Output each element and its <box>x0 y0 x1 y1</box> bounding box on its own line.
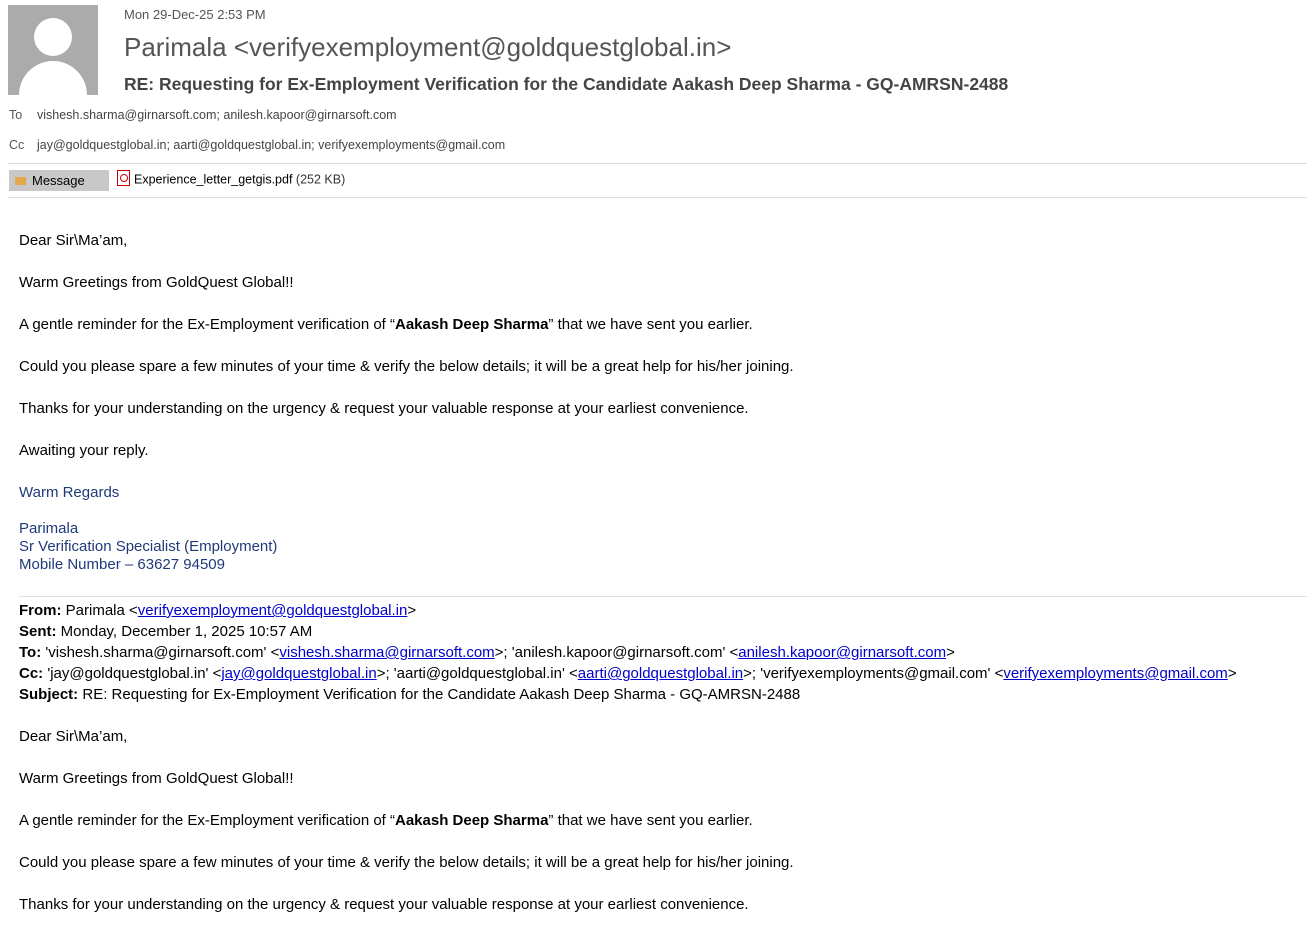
attachment-item[interactable] <box>117 172 345 188</box>
sender-avatar-icon <box>8 5 98 95</box>
body-line-1: Warm Greetings from GoldQuest Global!! <box>19 274 294 291</box>
quoted-to <box>19 644 955 661</box>
avatar-body <box>19 61 87 95</box>
quoted-cc-link-1[interactable]: jay@goldquestglobal.in <box>221 665 377 682</box>
quoted-to-link-1[interactable]: vishesh.sharma@girnarsoft.com <box>279 644 495 661</box>
quoted-cc-label: Cc: <box>19 665 44 682</box>
quoted-line-2-pre: A gentle reminder for the Ex-Employment verification of “ <box>19 812 395 829</box>
body-line-5: Awaiting your reply. <box>19 442 149 459</box>
attachment-name: Experience_letter_getgis.pdf <box>134 172 293 187</box>
quoted-to-part-1: 'vishesh.sharma@girnarsoft.com' < <box>45 644 280 661</box>
signature-title: Sr Verification Specialist (Employment) <box>19 538 278 555</box>
quoted-from-close: > <box>407 602 417 619</box>
quoted-from <box>19 602 416 619</box>
quoted-cc-part-3: >; 'verifyexemployments@gmail.com' < <box>743 665 1004 682</box>
quoted-to-link-2[interactable]: anilesh.kapoor@girnarsoft.com <box>738 644 947 661</box>
quoted-divider <box>19 596 1307 597</box>
quoted-line-2-post: ” that we have sent you earlier. <box>548 812 753 829</box>
to-recipients[interactable]: vishesh.sharma@girnarsoft.com; anilesh.kapoor@girnarsoft.com <box>37 108 397 122</box>
message-tab-label: Message <box>32 173 85 188</box>
quoted-subject-label: Subject: <box>19 686 79 703</box>
quoted-to-part-2: >; 'anilesh.kapoor@girnarsoft.com' < <box>494 644 739 661</box>
to-row <box>9 108 397 122</box>
quoted-subject-value: RE: Requesting for Ex-Employment Verification for the Candidate Aakash Deep Sharma - GQ-AMRSN-2488 <box>82 686 801 703</box>
signature-mobile: Mobile Number – 63627 94509 <box>19 556 225 573</box>
quoted-sent-label: Sent: <box>19 623 57 640</box>
avatar-head <box>34 18 72 56</box>
attachment-size: (252 KB) <box>295 172 346 187</box>
header-divider <box>8 163 1307 164</box>
quoted-line-1: Warm Greetings from GoldQuest Global!! <box>19 770 294 787</box>
quoted-to-part-3: > <box>946 644 955 661</box>
quoted-from-label: From: <box>19 602 62 619</box>
quoted-cc-part-1: 'jay@goldquestglobal.in' < <box>47 665 222 682</box>
body-line-3: Could you please spare a few minutes of your time & verify the below details; it will be a great help for his/her joining. <box>19 358 794 375</box>
body-line-2-post: ” that we have sent you earlier. <box>548 316 753 333</box>
cc-recipients[interactable]: jay@goldquestglobal.in; aarti@goldquestglobal.in; verifyexemployments@gmail.com <box>37 138 506 152</box>
quoted-cc-link-3[interactable]: verifyexemployments@gmail.com <box>1003 665 1228 682</box>
body-line-2 <box>19 316 753 333</box>
email-subject: RE: Requesting for Ex-Employment Verification for the Candidate Aakash Deep Sharma - GQ-AMRSN-2488 <box>124 74 1009 94</box>
quoted-greeting: Dear Sir\Ma’am, <box>19 728 128 745</box>
quoted-line-2 <box>19 812 753 829</box>
email-date: Mon 29-Dec-25 2:53 PM <box>124 7 266 22</box>
envelope-icon <box>15 177 26 185</box>
quoted-from-name: Parimala < <box>65 602 138 619</box>
pdf-file-icon <box>117 170 130 186</box>
quoted-to-label: To: <box>19 644 42 661</box>
cc-label: Cc <box>9 138 25 152</box>
body-greeting: Dear Sir\Ma’am, <box>19 232 128 249</box>
quoted-subject <box>19 686 800 703</box>
quoted-sent <box>19 623 312 640</box>
signature-name: Parimala <box>19 520 79 537</box>
tabs-divider <box>8 197 1307 198</box>
message-tab[interactable] <box>9 170 109 191</box>
quoted-cc-part-4: > <box>1227 665 1237 682</box>
quoted-candidate-name: Aakash Deep Sharma <box>395 812 549 829</box>
quoted-cc-part-2: >; 'aarti@goldquestglobal.in' < <box>376 665 578 682</box>
quoted-line-4: Thanks for your understanding on the urgency & request your valuable response at your earliest convenience. <box>19 896 749 913</box>
quoted-line-3: Could you please spare a few minutes of your time & verify the below details; it will be a great help for his/her joining. <box>19 854 794 871</box>
body-line-2-pre: A gentle reminder for the Ex-Employment verification of “ <box>19 316 395 333</box>
quoted-cc-link-2[interactable]: aarti@goldquestglobal.in <box>577 665 744 682</box>
cc-row <box>9 138 505 152</box>
candidate-name: Aakash Deep Sharma <box>395 316 549 333</box>
quoted-sent-value: Monday, December 1, 2025 10:57 AM <box>60 623 313 640</box>
body-line-4: Thanks for your understanding on the urgency & request your valuable response at your earliest convenience. <box>19 400 749 417</box>
quoted-from-email-link[interactable]: verifyexemployment@goldquestglobal.in <box>137 602 408 619</box>
quoted-cc <box>19 665 1237 682</box>
to-label: To <box>9 108 23 122</box>
email-sender[interactable]: Parimala <verifyexemployment@goldquestglobal.in> <box>124 32 732 62</box>
signature-regards: Warm Regards <box>19 484 120 501</box>
